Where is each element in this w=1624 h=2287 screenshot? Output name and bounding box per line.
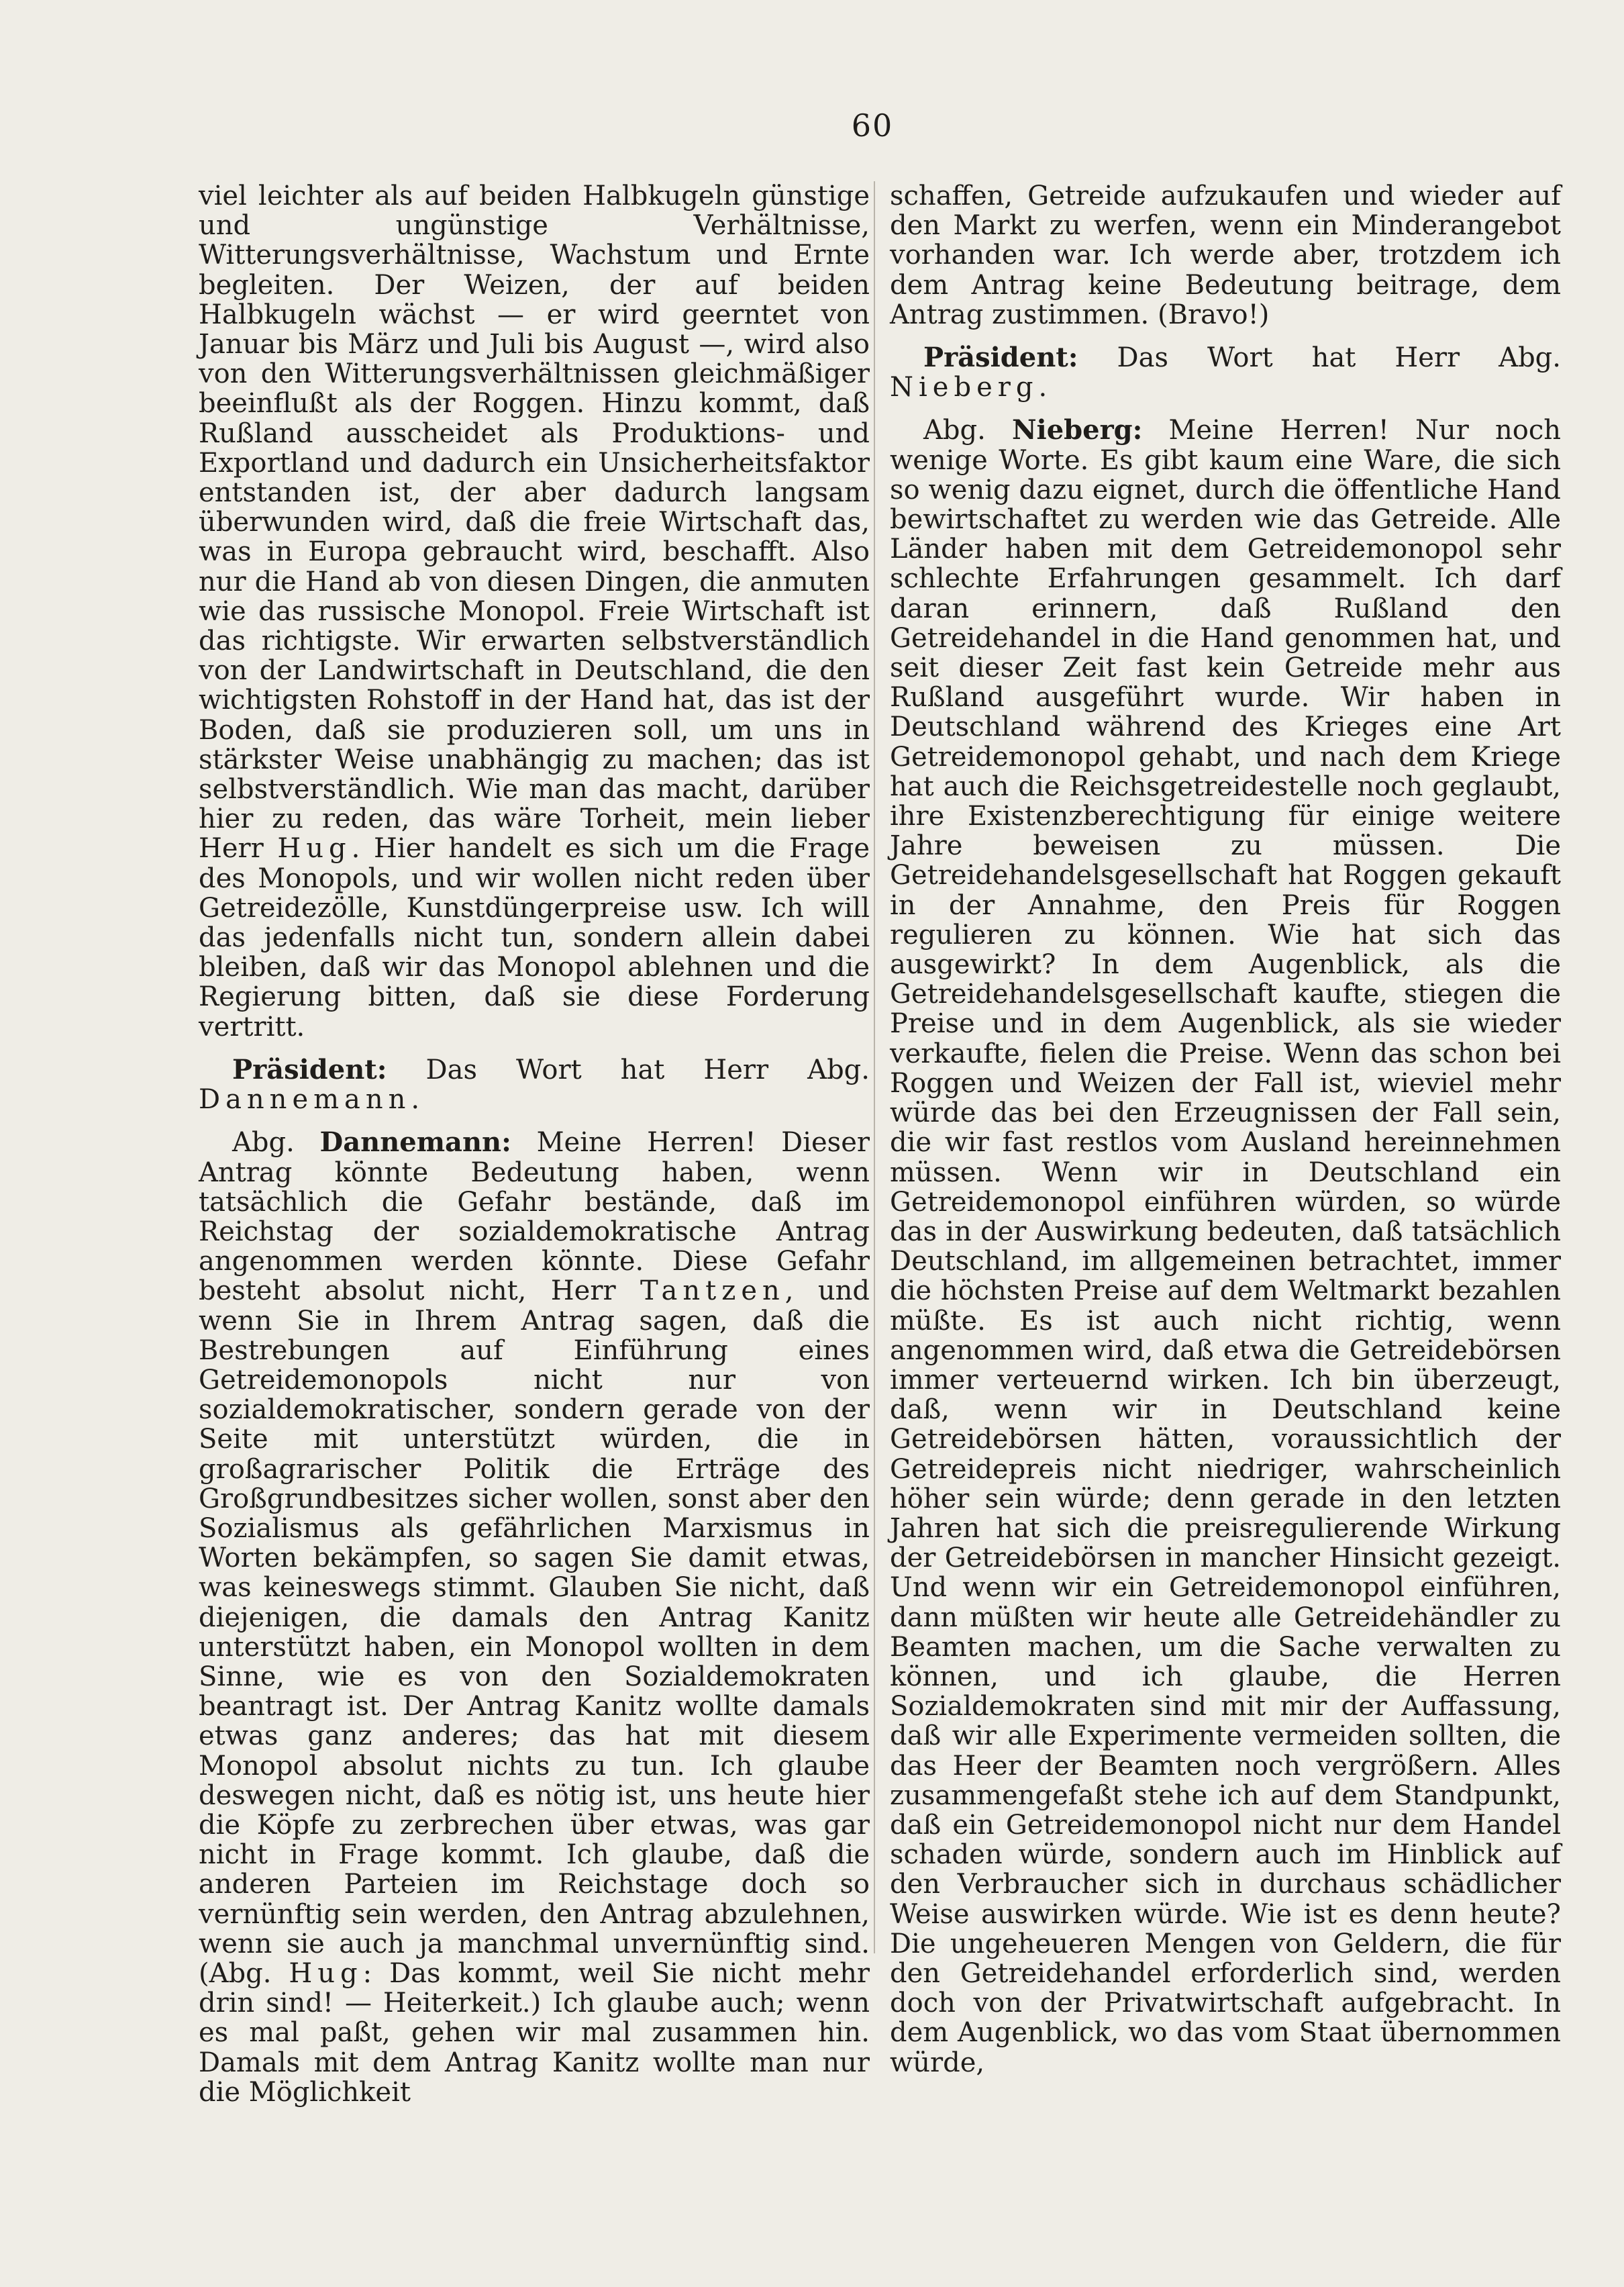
paragraph-text: Abg. — [232, 1127, 320, 1159]
speaker-name: Hug — [289, 1957, 363, 1989]
speaker-label: Präsident: — [923, 342, 1078, 374]
paragraph-text: Meine Herren! Nur noch wenige Worte. Es gibt kaum eine Ware, die sich so wenig dazu eignet, durch die öffentliche Hand bewirtschaftet zu werden wie das Getreide. Alle Länder haben mit dem Getreidemonopol sehr schlechte Erfahrungen gesammelt. Ich darf daran erinnern, daß Rußland den Getreidehandel in die Hand genommen hat, und seit dieser Zeit fast kein Getreide mehr aus Rußland ausgeführt wurde. Wir haben in Deutschland während des Krieges eine Art Getreidemonopol gehabt, und nach dem Kriege hat auch die Reichsgetreidestelle noch geglaubt, ihre Existenzberechtigung für einige weitere Jahre beweisen zu müssen. Die Getreidehandelsgesellschaft hat Roggen gekauft in der Annahme, den Preis für Roggen regulieren zu können. Wie hat sich das ausgewirkt? In dem Augenblick, als die Getreidehandelsgesellschaft kaufte, stiegen die Preise und in dem Augenblick, als sie wieder verkaufte, fielen die Preise. Wenn das schon bei Roggen und Weizen der Fall ist, wieviel mehr würde das bei den Erzeugnissen der Fall sein, die wir fast restlos vom Ausland hereinnehmen müssen. Wenn wir in Deutschland ein Getreidemonopol einführen würden, so würde das in der Auswirkung bedeuten, daß tatsächlich Deutschland, im allgemeinen betrachtet, immer die höchsten Preise auf dem Weltmarkt bezahlen müßte. Es ist auch nicht richtig, wenn angenommen wird, daß etwa die Getreidebörsen immer verteuernd wirken. Ich bin überzeugt, daß, wenn wir in Deutschland keine Getreidebörsen hätten, voraussichtlich der Getreidepreis nicht niedriger, wahrscheinlich höher sein würde; denn gerade in den letzten Jahren hat sich die preisregulierende Wirkung der Getreidebörsen in mancher Hinsicht gezeigt. Und wenn wir ein Getreidemonopol einführen, dann müßten wir heute alle Getreidehändler zu Beamten machen, um die Sache verwalten zu können, und ich glaube, die Herren Sozialdemokraten sind mit mir der Auffassung, daß wir alle Experimente vermeiden sollten, die das Heer der Beamten noch vergrößern. Alles zusammengefaßt stehe ich auf dem Standpunkt, daß ein Getreidemonopol nicht nur dem Handel schaden würde, sondern auch im Hinblick auf den Verbraucher sich in durchaus schädlicher Weise auswirken würde. Wie ist es denn heute? Die ungeheueren Mengen von Geldern, die für den Getreidehandel erforderlich sind, werden doch von der Privatwirtschaft aufgebracht. In dem Augenblick, wo das vom Staat übernommen würde, — [890, 415, 1561, 2078]
right-column — [890, 181, 1561, 2091]
paragraph-text: viel leichter als auf beiden Halbkugeln günstige und ungünstige Verhältnisse, Witterungsverhältnisse, Wachstum und Ernte begleiten. Der Weizen, der auf beiden Halbkugeln wächst — er wird geerntet von Januar bis März und Juli bis August —, wird also von den Witterungsverhältnissen gleichmäßiger beeinflußt als der Roggen. Hinzu kommt, daß Rußland ausscheidet als Produktions- und Exportland und dadurch ein Unsicherheitsfaktor entstanden ist, der aber dadurch langsam überwunden wird, daß die freie Wirtschaft das, was in Europa gebraucht wird, beschafft. Also nur die Hand ab von diesen Dingen, die anmuten wie das russische Monopol. Freie Wirtschaft ist das richtigste. Wir erwarten selbstverständlich von der Landwirtschaft in Deutschland, die den wichtigsten Rohstoff in der Hand hat, das ist der Boden, daß sie produzieren soll, um uns in stärkster Weise unabhängig zu machen; das ist selbstverständlich. Wie man das macht, darüber hier zu reden, das wäre Torheit, mein lieber Herr — [199, 181, 870, 865]
speaker-label: Nieberg: — [1011, 414, 1143, 446]
paragraph-text: : Das kommt, weil Sie nicht mehr drin sind! — Heiterkeit.) Ich glaube auch; wenn es mal paßt, gehen wir mal zusammen hin. Damals mit dem Antrag Kanitz wollte man nur die Möglichkeit — [199, 1957, 870, 2108]
paragraph-text: . — [1038, 372, 1048, 403]
paragraph-text: Das Wort hat Herr Abg. — [1078, 342, 1561, 374]
speaker-label: Dannemann: — [319, 1126, 511, 1159]
paragraph — [199, 1128, 870, 2107]
speaker-name: Dannemann — [199, 1084, 411, 1116]
paragraph-text: . — [411, 1084, 420, 1116]
paragraph-text: , und wenn Sie in Ihrem Antrag sagen, daß die Bestrebungen auf Einführung eines Getreidemonopols nicht nur von sozialdemokratischer, sondern gerade von der Seite mit unterstützt würden, die in großagrarischer Politik die Erträge des Großgrundbesitzes sicher wollen, sonst aber den Sozialismus als gefährlichen Marxismus in Worten bekämpfen, so sagen Sie damit etwas, was keineswegs stimmt. Glauben Sie nicht, daß diejenigen, die damals den Antrag Kanitz unterstützt haben, ein Monopol wollten in dem Sinne, wie es von den Sozialdemokraten beantragt ist. Der Antrag Kanitz wollte damals etwas ganz anderes; das hat mit diesem Monopol absolut nichts zu tun. Ich glaube deswegen nicht, daß es nötig ist, uns heute hier die Köpfe zu zerbrechen über etwas, was gar nicht in Frage kommt. Ich glaube, daß die anderen Parteien im Reichstage doch so vernünftig sein werden, den Antrag abzulehnen, wenn sie auch ja manchmal unvernünftig sind. (Abg. — [199, 1275, 870, 1989]
paragraph-text: Das Wort hat Herr Abg. — [387, 1054, 870, 1085]
paragraph — [199, 181, 870, 1042]
speaker-name: Nieberg — [890, 372, 1039, 403]
left-column — [199, 181, 870, 2121]
paragraph — [890, 181, 1561, 330]
speaker-name: Tantzen — [640, 1275, 785, 1307]
paragraph-text: Abg. — [923, 415, 1012, 446]
speaker-label: Präsident: — [232, 1053, 387, 1085]
column-divider — [874, 181, 875, 1953]
paragraph-text: . Hier handelt es sich um die Frage des Monopols, und wir wollen nicht reden über Getreidezölle, Kunstdüngerpreise usw. Ich will das jedenfalls nicht tun, sondern allein dabei bleiben, daß wir das Monopol ablehnen und die Regierung bitten, daß sie diese Forderung vertritt. — [199, 833, 870, 1042]
page-number: 60 — [851, 107, 894, 144]
paragraph — [890, 416, 1561, 2077]
paragraph-text: schaffen, Getreide aufzukaufen und wieder auf den Markt zu werfen, wenn ein Minderangebot vorhanden war. Ich werde aber, trotzdem ich dem Antrag keine Bedeutung beitrage, dem Antrag zustimmen. (Bravo!) — [890, 181, 1561, 330]
paragraph-text: Meine Herren! Dieser Antrag könnte Bedeutung haben, wenn tatsächlich die Gefahr bestände, daß im Reichstag der sozialdemokratische Antrag angenommen werden könnte. Diese Gefahr besteht absolut nicht, Herr — [199, 1127, 870, 1307]
paragraph — [890, 343, 1561, 402]
speaker-name: Hug — [277, 833, 352, 865]
paragraph — [199, 1055, 870, 1114]
